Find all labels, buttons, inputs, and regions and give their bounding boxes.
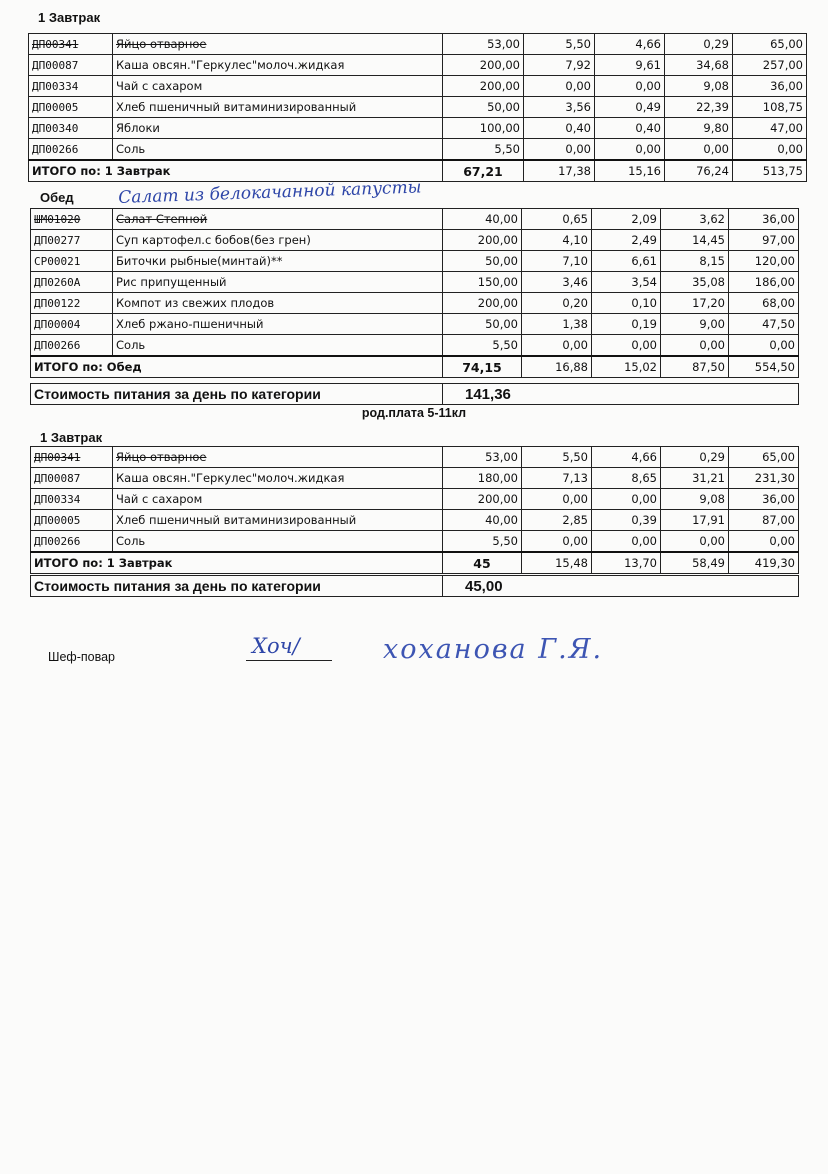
item-fat: 8,65 (592, 468, 661, 489)
item-carbs: 14,45 (661, 230, 729, 251)
total-sum: 45 (443, 552, 522, 574)
total-fat: 13,70 (592, 552, 661, 574)
item-qty: 40,00 (443, 510, 522, 531)
item-protein: 0,40 (524, 118, 595, 139)
item-carbs: 9,08 (661, 489, 729, 510)
table-row (31, 335, 799, 357)
item-kcal: 36,00 (729, 209, 799, 230)
item-fat: 0,00 (592, 489, 661, 510)
item-code: ДП00277 (31, 230, 113, 251)
item-kcal: 65,00 (729, 447, 799, 468)
table-row (31, 293, 799, 314)
total-label: ИТОГО по: 1 Завтрак (31, 552, 443, 574)
item-code: ДП00087 (29, 55, 113, 76)
item-carbs: 0,29 (661, 447, 729, 468)
item-code: ДП00005 (31, 510, 113, 531)
section-title-breakfast-2: 1 Завтрак (40, 430, 103, 445)
total-carbs: 76,24 (665, 160, 733, 182)
item-qty: 5,50 (443, 531, 522, 553)
item-kcal: 186,00 (729, 272, 799, 293)
day-cost-label: Стоимость питания за день по категории (31, 384, 443, 405)
item-fat: 4,66 (595, 34, 665, 55)
day-cost-row-2 (30, 575, 799, 597)
item-code: ДП00087 (31, 468, 113, 489)
item-kcal: 231,30 (729, 468, 799, 489)
item-name: Хлеб пшеничный витаминизированный (113, 97, 443, 118)
item-protein: 2,85 (522, 510, 592, 531)
table-row (29, 76, 807, 97)
item-fat: 9,61 (595, 55, 665, 76)
item-protein: 5,50 (524, 34, 595, 55)
total-row (31, 552, 799, 574)
item-carbs: 3,62 (661, 209, 729, 230)
item-qty: 40,00 (443, 209, 522, 230)
item-qty: 53,00 (443, 34, 524, 55)
total-sum: 74,15 (443, 356, 522, 378)
item-fat: 0,40 (595, 118, 665, 139)
total-fat: 15,02 (592, 356, 661, 378)
item-carbs: 17,20 (661, 293, 729, 314)
item-protein: 4,10 (522, 230, 592, 251)
item-protein: 0,65 (522, 209, 592, 230)
item-qty: 5,50 (443, 139, 524, 161)
item-protein: 0,00 (524, 76, 595, 97)
item-fat: 6,61 (592, 251, 661, 272)
item-kcal: 108,75 (733, 97, 807, 118)
item-protein: 3,46 (522, 272, 592, 293)
handwritten-lunch-note: Салат из белокачанной капусты (118, 177, 422, 208)
item-fat: 0,00 (592, 335, 661, 357)
item-qty: 180,00 (443, 468, 522, 489)
item-qty: 200,00 (443, 293, 522, 314)
item-qty: 53,00 (443, 447, 522, 468)
item-name: Яйцо отварное (113, 34, 443, 55)
table-row (31, 510, 799, 531)
parent-paid-caption: род.плата 5-11кл (361, 406, 467, 420)
item-carbs: 34,68 (665, 55, 733, 76)
section-title-lunch: Обед (40, 190, 74, 205)
total-kcal: 554,50 (729, 356, 799, 378)
table-row (31, 468, 799, 489)
item-code: ДП00004 (31, 314, 113, 335)
item-fat: 0,19 (592, 314, 661, 335)
item-name: Суп картофел.с бобов(без грен) (113, 230, 443, 251)
item-fat: 0,39 (592, 510, 661, 531)
item-fat: 0,10 (592, 293, 661, 314)
item-carbs: 0,29 (665, 34, 733, 55)
item-qty: 100,00 (443, 118, 524, 139)
item-name: Хлеб ржано-пшеничный (113, 314, 443, 335)
item-protein: 0,20 (522, 293, 592, 314)
item-carbs: 9,08 (665, 76, 733, 97)
total-protein: 17,38 (524, 160, 595, 182)
item-protein: 1,38 (522, 314, 592, 335)
signature-line (246, 660, 332, 661)
section-title-breakfast-1: 1 Завтрак (38, 10, 101, 25)
item-carbs: 22,39 (665, 97, 733, 118)
item-protein: 0,00 (522, 531, 592, 553)
item-code: ШМ01020 (31, 209, 113, 230)
item-fat: 0,00 (595, 139, 665, 161)
table-row (31, 489, 799, 510)
item-kcal: 120,00 (729, 251, 799, 272)
item-name: Яблоки (113, 118, 443, 139)
item-carbs: 0,00 (661, 531, 729, 553)
item-name: Каша овсян."Геркулес"молоч.жидкая (113, 468, 443, 489)
total-label: ИТОГО по: 1 Завтрак (29, 160, 443, 182)
item-code: ДП00340 (29, 118, 113, 139)
item-code: ДП00341 (31, 447, 113, 468)
item-fat: 4,66 (592, 447, 661, 468)
total-label: ИТОГО по: Обед (31, 356, 443, 378)
item-name: Соль (113, 139, 443, 161)
item-code: ДП00334 (29, 76, 113, 97)
item-name: Хлеб пшеничный витаминизированный (113, 510, 443, 531)
item-name: Рис припущенный (113, 272, 443, 293)
chef-label: Шеф-повар (48, 650, 115, 664)
item-qty: 50,00 (443, 314, 522, 335)
item-carbs: 35,08 (661, 272, 729, 293)
item-code: ДП00266 (31, 531, 113, 553)
item-kcal: 47,50 (729, 314, 799, 335)
breakfast-1-table (28, 33, 807, 182)
item-protein: 0,00 (522, 489, 592, 510)
handwritten-chef-name: хоханова Г.Я. (383, 634, 604, 665)
item-name: Компот из свежих плодов (113, 293, 443, 314)
item-kcal: 97,00 (729, 230, 799, 251)
item-name: Чай с сахаром (113, 489, 443, 510)
item-carbs: 9,80 (665, 118, 733, 139)
item-kcal: 65,00 (733, 34, 807, 55)
item-kcal: 257,00 (733, 55, 807, 76)
item-protein: 0,00 (524, 139, 595, 161)
item-carbs: 31,21 (661, 468, 729, 489)
item-protein: 7,10 (522, 251, 592, 272)
total-kcal: 513,75 (733, 160, 807, 182)
item-fat: 0,00 (592, 531, 661, 553)
item-qty: 150,00 (443, 272, 522, 293)
table-row (29, 118, 807, 139)
total-sum: 67,21 (443, 160, 524, 182)
item-name: Каша овсян."Геркулес"молоч.жидкая (113, 55, 443, 76)
item-kcal: 0,00 (729, 531, 799, 553)
item-qty: 50,00 (443, 251, 522, 272)
item-carbs: 8,15 (661, 251, 729, 272)
table-row (29, 34, 807, 55)
item-carbs: 0,00 (665, 139, 733, 161)
item-name: Яйцо отварное (113, 447, 443, 468)
item-name: Чай с сахаром (113, 76, 443, 97)
item-code: ДП0260А (31, 272, 113, 293)
item-protein: 0,00 (522, 335, 592, 357)
item-fat: 2,49 (592, 230, 661, 251)
item-code: ДП00334 (31, 489, 113, 510)
item-qty: 200,00 (443, 489, 522, 510)
item-fat: 3,54 (592, 272, 661, 293)
item-qty: 200,00 (443, 76, 524, 97)
item-qty: 200,00 (443, 230, 522, 251)
item-name: Биточки рыбные(минтай)** (113, 251, 443, 272)
lunch-table (30, 208, 799, 378)
item-kcal: 68,00 (729, 293, 799, 314)
table-row (31, 314, 799, 335)
total-row (31, 356, 799, 378)
item-fat: 0,00 (595, 76, 665, 97)
item-code: ДП00341 (29, 34, 113, 55)
item-protein: 7,92 (524, 55, 595, 76)
item-fat: 0,49 (595, 97, 665, 118)
table-row (31, 272, 799, 293)
item-carbs: 9,00 (661, 314, 729, 335)
table-row (31, 447, 799, 468)
chef-signature: Хоч/ (252, 634, 300, 658)
item-kcal: 0,00 (733, 139, 807, 161)
total-fat: 15,16 (595, 160, 665, 182)
item-code: ДП00266 (29, 139, 113, 161)
item-name: Соль (113, 335, 443, 357)
item-code: СР00021 (31, 251, 113, 272)
table-row (29, 55, 807, 76)
item-kcal: 87,00 (729, 510, 799, 531)
table-row (31, 230, 799, 251)
item-kcal: 47,00 (733, 118, 807, 139)
total-carbs: 58,49 (661, 552, 729, 574)
total-kcal: 419,30 (729, 552, 799, 574)
table-row (31, 531, 799, 553)
item-qty: 50,00 (443, 97, 524, 118)
item-protein: 3,56 (524, 97, 595, 118)
table-row (29, 139, 807, 161)
item-qty: 200,00 (443, 55, 524, 76)
item-kcal: 36,00 (733, 76, 807, 97)
item-kcal: 0,00 (729, 335, 799, 357)
total-carbs: 87,50 (661, 356, 729, 378)
item-code: ДП00005 (29, 97, 113, 118)
item-kcal: 36,00 (729, 489, 799, 510)
item-code: ДП00122 (31, 293, 113, 314)
breakfast-2-table (30, 446, 799, 574)
item-fat: 2,09 (592, 209, 661, 230)
day-cost-value: 45,00 (443, 576, 799, 597)
item-protein: 5,50 (522, 447, 592, 468)
total-protein: 15,48 (522, 552, 592, 574)
item-code: ДП00266 (31, 335, 113, 357)
day-cost-value: 141,36 (443, 384, 799, 405)
table-row (31, 251, 799, 272)
item-qty: 5,50 (443, 335, 522, 357)
table-row (29, 97, 807, 118)
day-cost-label: Стоимость питания за день по категории (31, 576, 443, 597)
table-row (31, 209, 799, 230)
item-name: Соль (113, 531, 443, 553)
item-protein: 7,13 (522, 468, 592, 489)
item-name: Салат Степной (113, 209, 443, 230)
total-protein: 16,88 (522, 356, 592, 378)
item-carbs: 0,00 (661, 335, 729, 357)
day-cost-row-1 (30, 383, 799, 405)
item-carbs: 17,91 (661, 510, 729, 531)
